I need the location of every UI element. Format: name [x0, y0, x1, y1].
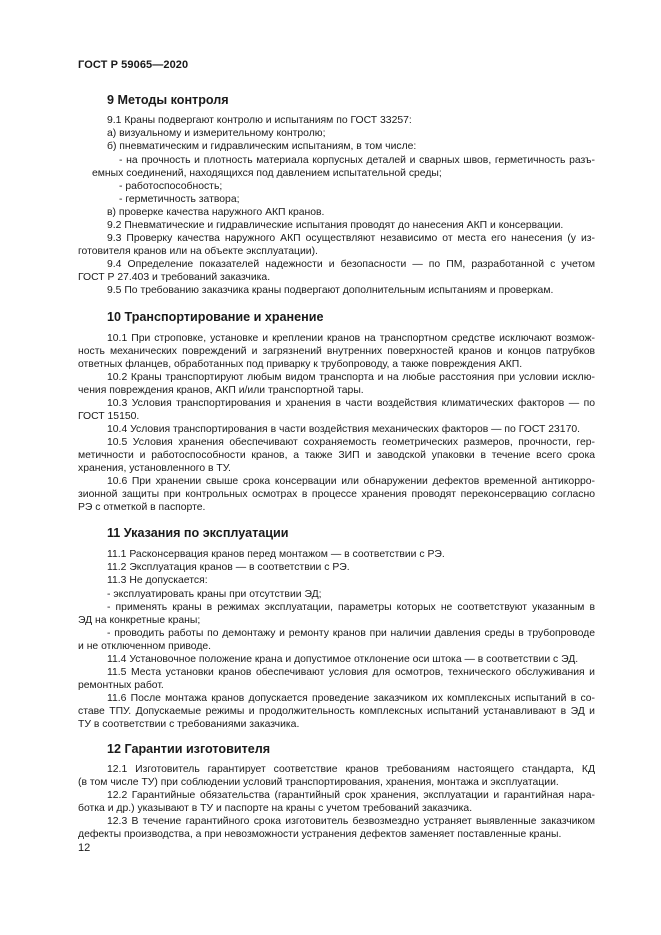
text-line: 10.2 Краны транспортируют любым видом транспорта и на любые расстояния при условии исклю- [107, 372, 595, 383]
text-line: б) пневматическим и гидравлическим испытаниям, в том числе: [107, 141, 417, 152]
text-line: хранения, установленного в ТУ. [78, 463, 231, 474]
text-line: ЭД на конкретные краны; [78, 615, 201, 626]
text-line: 10.6 При хранении свыше срока консервации или обнаружении дефектов временной антикорро- [107, 476, 595, 487]
text-line: в) проверке качества наружного АКП кранов. [107, 207, 325, 218]
text-line: 10.3 Условия транспортирования и хранения в части воздействия климатических факторов — по [107, 398, 595, 409]
text-line: 9.4 Определение показателей надежности и безопасности — по ПМ, разработанной с учетом [107, 259, 595, 270]
section-12-heading: 12 Гарантии изготовителя [107, 742, 271, 756]
text-line: 10.1 При строповке, установке и креплении кранов на транспортном средстве исключают возмож- [107, 333, 595, 344]
text-line: - применять краны в режимах эксплуатации, параметры которых не соответствуют указанным в [107, 602, 595, 613]
text-line: ГОСТ 15150. [78, 411, 140, 422]
section-9-heading: 9 Методы контроля [107, 93, 229, 107]
text-line: - эксплуатировать краны при отсутствии ЭД; [107, 589, 322, 600]
text-line: 9.5 По требованию заказчика краны подвергают дополнительным испытаниям и проверкам. [107, 285, 554, 296]
section-10-heading: 10 Транспортирование и хранение [107, 310, 324, 324]
text-line: метичности и работоспособности кранов, а также ЗИП и заводской упаковки в течение всего срока [78, 450, 595, 461]
text-line: дефекты производства, а при невозможности устранения дефектов заменяет поставленные краны. [78, 829, 562, 840]
text-line: 9.3 Проверку качества наружного АКП осуществляют независимо от места его нанесения (у из- [107, 233, 595, 244]
text-line: - проводить работы по демонтажу и ремонту кранов при наличии давления среды в трубопроводе [107, 628, 595, 639]
text-line: ставе ТПУ. Допускаемые режимы и продолжительность комплексных испытаний устанавливают в ЭД и [78, 706, 595, 717]
text-line: (в том числе ТУ) при соблюдении условий транспортирования, хранения, монтажа и эксплуатации. [78, 777, 559, 788]
text-line: 10.5 Условия хранения обеспечивают сохраняемость геометрических размеров, прочности, гер- [107, 437, 595, 448]
text-line: 11.3 Не допускается: [107, 575, 208, 586]
text-line: 11.5 Места установки кранов обеспечивают условия для осмотров, технического обслуживания и [107, 667, 595, 678]
text-line: 11.6 После монтажа кранов допускается проведение заказчиком их комплексных испытаний в со- [107, 693, 595, 704]
page-number: 12 [78, 842, 91, 854]
text-line: емных соединений, находящихся под давлением испытательной среды; [92, 168, 442, 179]
text-line: 11.2 Эксплуатация кранов — в соответствии с РЭ. [107, 562, 350, 573]
text-line: - герметичность затвора; [119, 194, 240, 205]
text-line: ремонтных работ. [78, 680, 164, 691]
text-line: 12.3 В течение гарантийного срока изготовитель безвозмездно устраняет выявленные заказчиком [107, 816, 595, 827]
text-line: чения повреждения кранов, АКП и/или транспортной тары. [78, 385, 364, 396]
text-line: готовителя кранов или на объекте эксплуатации). [78, 246, 318, 257]
text-line: 11.4 Установочное положение крана и допустимое отклонение оси штока — в соответствии с ЭД. [107, 654, 579, 665]
text-line: - на прочность и плотность материала корпусных деталей и сварных швов, герметичность разъ- [119, 155, 595, 166]
text-line: 9.2 Пневматические и гидравлические испытания проводят до нанесения АКП и консервации. [107, 220, 564, 231]
text-line: - работоспособность; [119, 181, 223, 192]
section-11-heading: 11 Указания по эксплуатации [107, 526, 289, 540]
text-line: ГОСТ Р 27.403 и требований заказчика. [78, 272, 271, 283]
text-line: 11.1 Расконсервация кранов перед монтажом — в соответствии с РЭ. [107, 549, 445, 560]
standard-number: ГОСТ Р 59065—2020 [78, 59, 189, 71]
text-line: зионной защиты при контрольных осмотрах в процессе хранения проводят переконсервацию согласно [78, 489, 595, 500]
text-line: ботка и др.) указывают в ТУ и паспорте на краны с учетом требований заказчика. [78, 803, 473, 814]
text-line: ответных фланцев, обработанных под приварку к трубопроводу, а также повреждения АКП. [78, 359, 523, 370]
text-line: РЭ с отметкой в паспорте. [78, 502, 206, 513]
text-line: 10.4 Условия транспортирования в части воздействия механических факторов — по ГОСТ 23170. [107, 424, 581, 435]
text-line: 12.1 Изготовитель гарантирует соответствие кранов требованиям настоящего стандарта, КД [107, 764, 595, 775]
text-line: а) визуальному и измерительному контролю; [107, 128, 326, 139]
text-line: и не отключенном приводе. [78, 641, 212, 652]
text-line: ность механических повреждений и загрязнений внутренних поверхностей кранов и концов патрубков [78, 346, 595, 357]
text-line: 9.1 Краны подвергают контролю и испытаниям по ГОСТ 33257: [107, 115, 412, 126]
text-line: ТУ в соответствии с требованиями заказчика. [78, 719, 300, 730]
text-line: 12.2 Гарантийные обязательства (гарантийный срок хранения, эксплуатации и гарантийная нара- [107, 790, 595, 801]
